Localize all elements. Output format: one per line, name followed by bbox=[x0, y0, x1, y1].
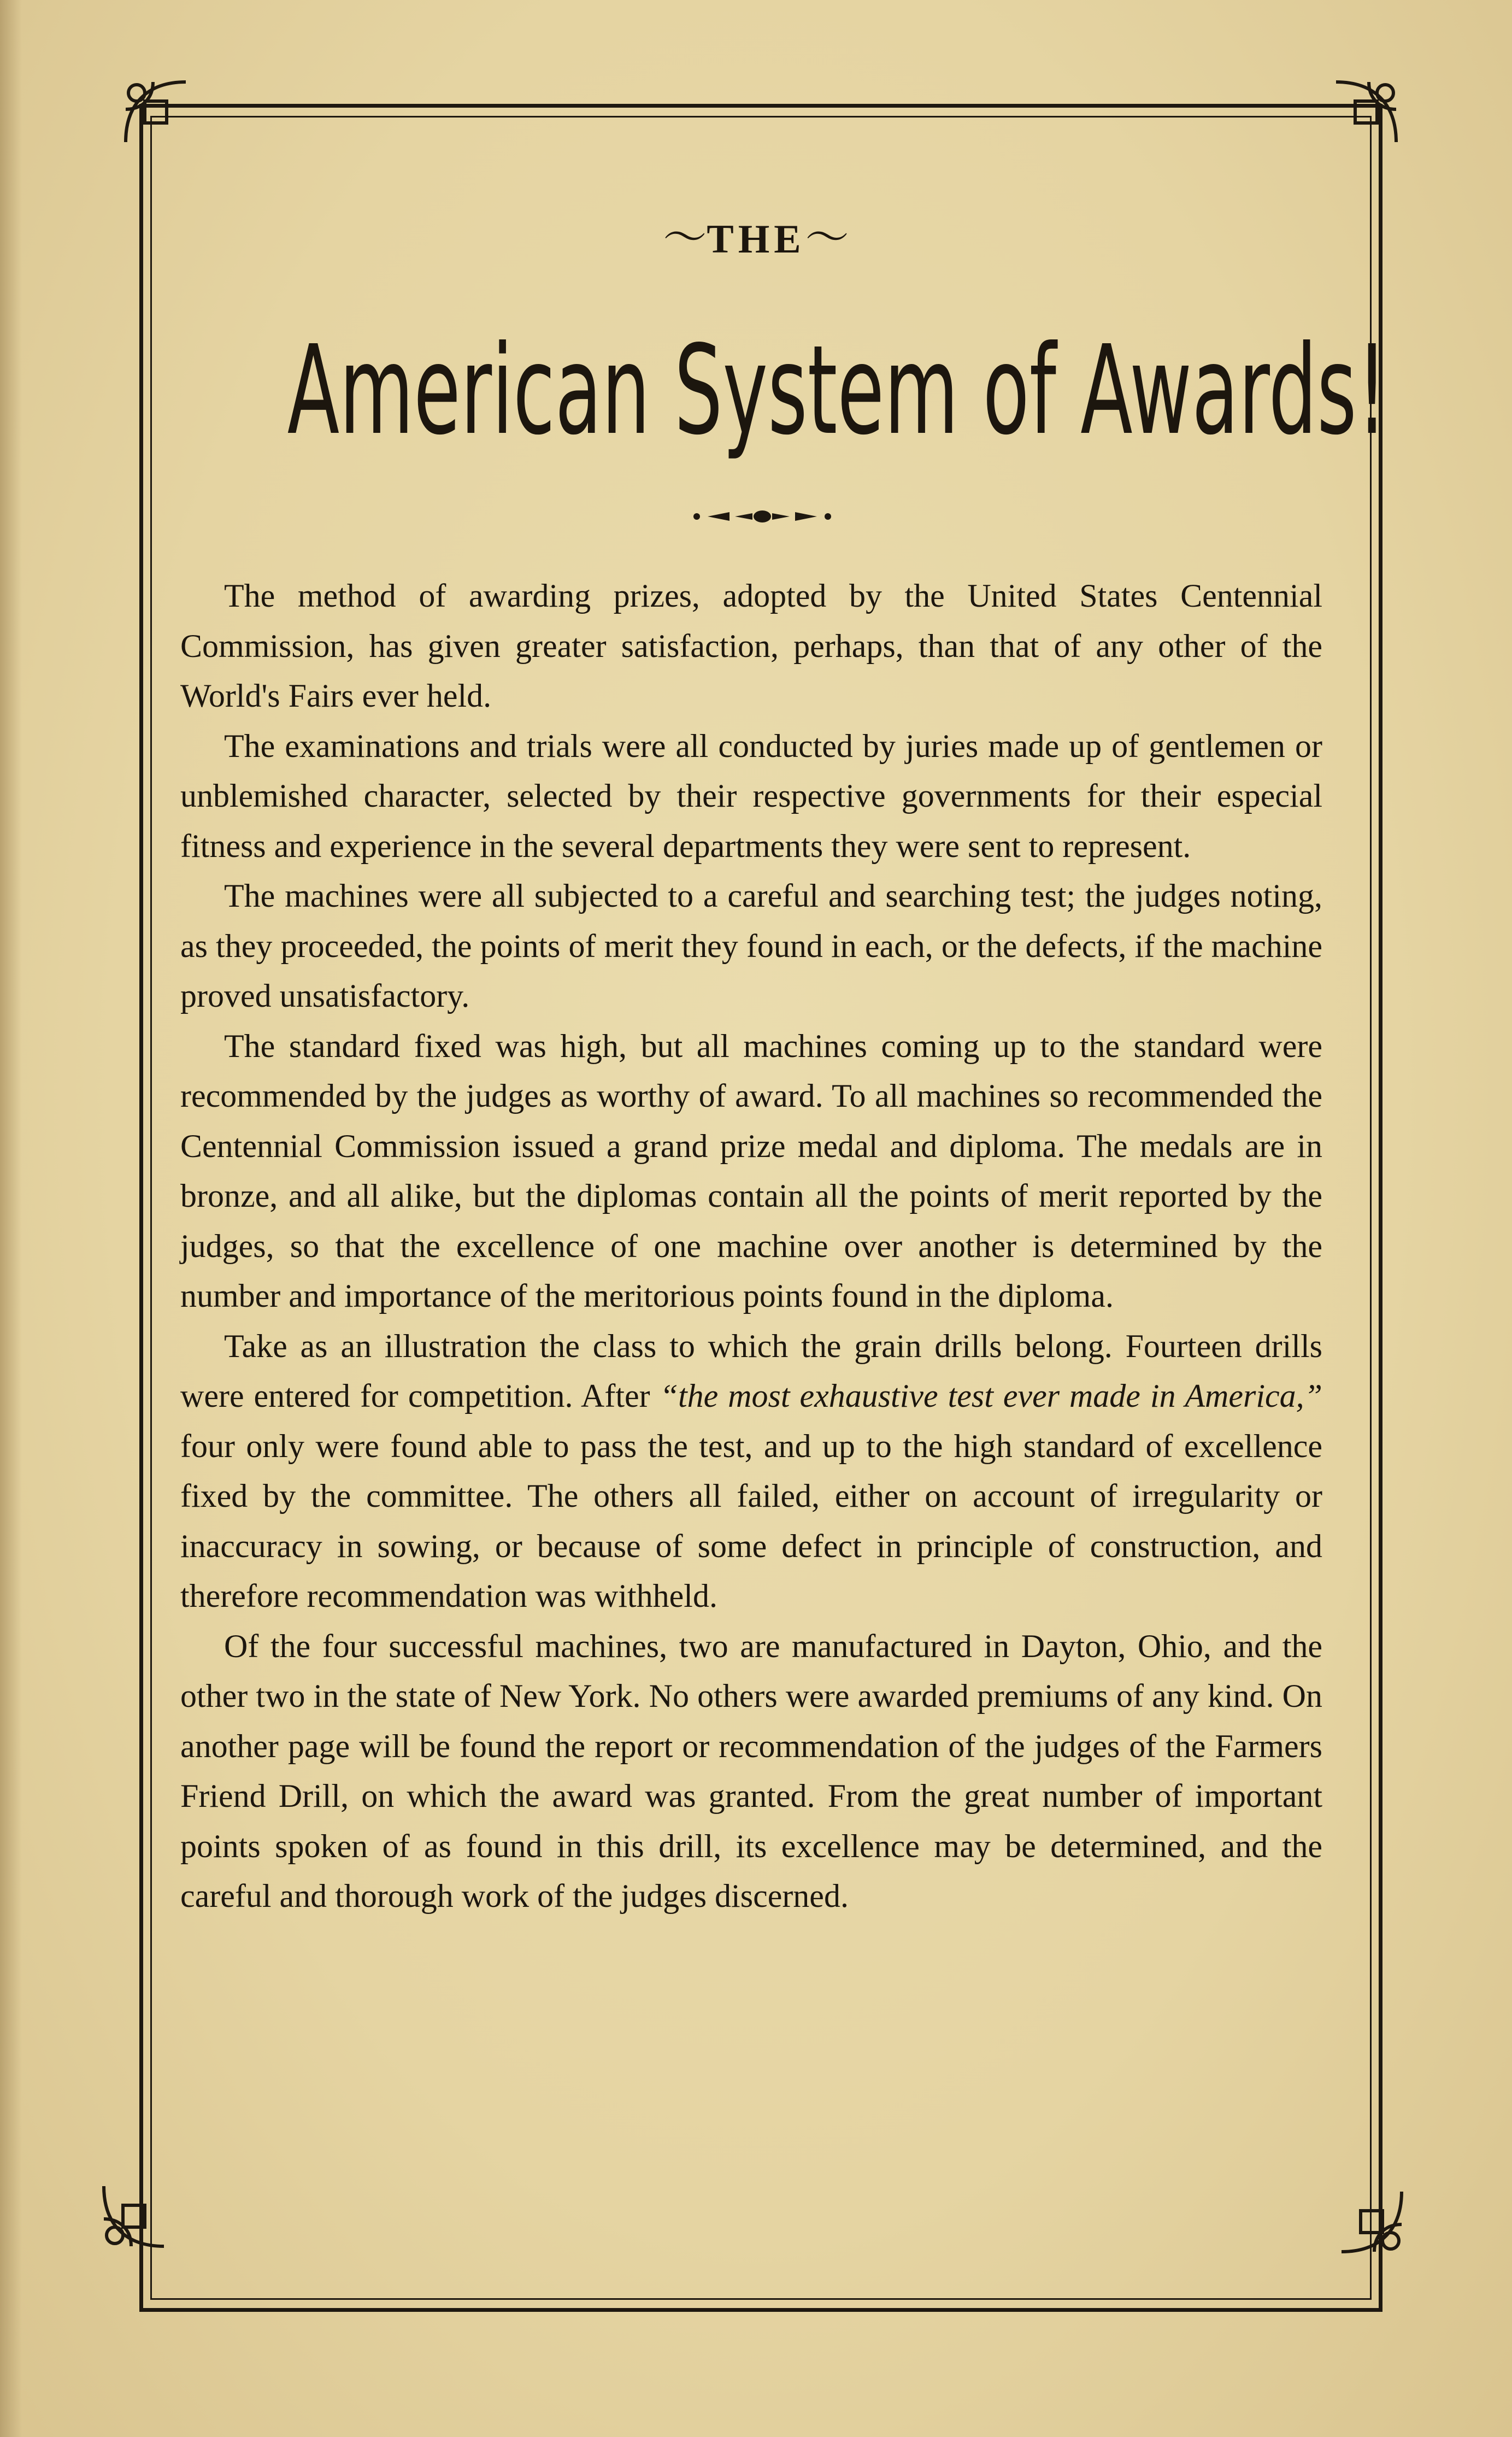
paragraph-5-quote: “the most exhaustive test ever made in America,” bbox=[660, 1378, 1322, 1414]
divider-ornament-icon bbox=[691, 506, 833, 527]
page-spine-shadow bbox=[0, 0, 22, 2437]
paragraph-6: Of the four successful machines, two are manufactured in Dayton, Ohio, and the other two in the state of New York. No others were awarded premiums of any kind. On another page will be found the report or recommendation of the judges of the Farmers Friend Drill, on which the award was granted. From the great number of important points spoken of as found in this drill, its excellence may be determined, and the careful and thorough work of the judges discerned. bbox=[180, 1628, 1322, 1914]
page-title: American System of Awards! bbox=[287, 319, 1387, 462]
paragraph-5-after: four only were found able to pass the test, and up to the high standard of excellence fixed by the committee. The others all failed, either on account of irregularity or inaccuracy in sowing, or because of some defect in principle of construction, and therefore recommendation was withheld. bbox=[180, 1428, 1322, 1614]
corner-flourish-icon bbox=[93, 2175, 175, 2257]
corner-flourish-icon bbox=[115, 71, 197, 153]
corner-flourish-icon bbox=[1325, 71, 1407, 153]
heading-kicker bbox=[0, 202, 1512, 265]
article-body bbox=[180, 571, 1322, 1922]
corner-flourish-icon bbox=[1331, 2181, 1413, 2263]
paragraph-3: The machines were all subjected to a careful and searching test; the judges noting, as they proceeded, the points of merit they found in each, or the defects, if the machine proved unsatisfactory. bbox=[180, 878, 1322, 1014]
swash-right-icon: 〜 bbox=[805, 214, 849, 262]
paragraph-4: The standard fixed was high, but all machines coming up to the standard were recommended by the judges as worthy of award. To all machines so recommended the Centennial Commission issued a grand prize medal and diploma. The medals are in bronze, and all alike, but the diplomas contain all the points of merit reported by the judges, so that the excellence of one machine over another is determined by the number and importance of the meritorious points found in the diploma. bbox=[180, 1027, 1322, 1314]
kicker-text: THE bbox=[707, 217, 805, 262]
paragraph-5 bbox=[180, 1322, 1322, 1622]
paragraph-2: The examinations and trials were all conducted by juries made up of gentlemen or unblemished character, selected by their respective governments for their especial fitness and experience in the several departments they were sent to represent. bbox=[180, 727, 1322, 864]
paragraph-1: The method of awarding prizes, adopted by the United States Centennial Commission, has given greater satisfaction, perhaps, than that of any other of the World's Fairs ever held. bbox=[180, 578, 1322, 714]
swash-left-icon: 〜 bbox=[663, 214, 707, 262]
paragraph-5-before: Take as an illustration the class to which the grain drills belong. Fourteen drills were entered for competition. After bbox=[180, 1328, 1322, 1414]
